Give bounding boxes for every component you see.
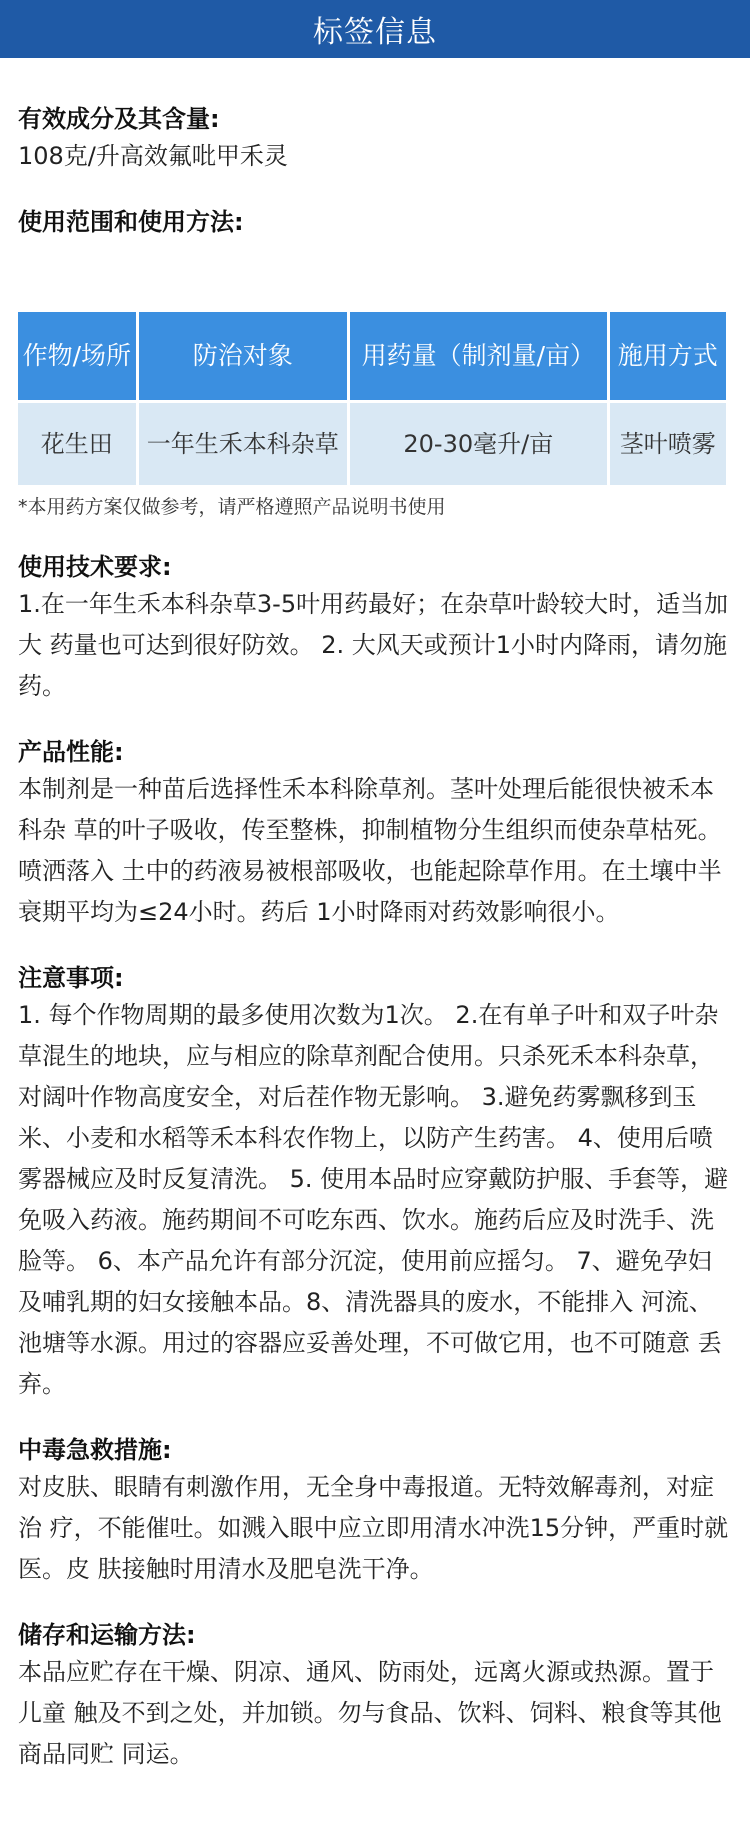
- label-content: [0, 102, 750, 1775]
- header-crop: 作物/场所: [18, 312, 136, 400]
- performance-section: [18, 735, 732, 933]
- cell-crop: 花生田: [18, 403, 136, 485]
- cell-target: 一年生禾本科杂草: [139, 403, 347, 485]
- header-target: 防治对象: [139, 312, 347, 400]
- header-dosage: 用药量（制剂量/亩）: [350, 312, 607, 400]
- tech-section: [18, 550, 732, 707]
- usage-scope-title: 使用范围和使用方法:: [18, 208, 244, 236]
- tech-title: 使用技术要求:: [18, 553, 172, 581]
- performance-title: 产品性能:: [18, 738, 124, 766]
- page-title: 标签信息: [313, 15, 437, 50]
- cautions-section: [18, 961, 732, 1405]
- cautions-text: 1. 每个作物周期的最多使用次数为1次。 2.在有单子叶和双子叶杂草混生的地块，应与相应的除草剂配合使用。只杀死禾本科杂草，对阔叶作物高度安全，对后茬作物无影响。 3.避免药雾飘移到玉米、小麦和水稻等禾本科农作物上，以防产生药害。 4、使用后喷雾器械应及时反复清洗。 5. 使用本品时应穿戴防护服、手套等，避免吸入药液。施药期间不可吃东西、饮水。施药后应及时洗手、洗脸等。 6、本产品允许有部分沉淀，使用前应摇匀。 7、避免孕妇及哺乳期的妇女接触本品。8、清洗器具的废水，不能排入 河流、池塘等水源。用过的容器应妥善处理，不可做它用，也不可随意 丢弃。: [18, 1001, 729, 1398]
- usage-scope-section: [18, 205, 732, 239]
- ingredients-title: 有效成分及其含量:: [18, 105, 220, 133]
- cautions-title: 注意事项:: [18, 964, 124, 992]
- storage-text: 本品应贮存在干燥、阴凉、通风、防雨处，远离火源或热源。置于儿童 触及不到之处，并加锁。勿与食品、饮料、饲料、粮食等其他商品同贮 同运。: [18, 1658, 722, 1768]
- table-row: [18, 403, 726, 485]
- cell-method: 茎叶喷雾: [610, 403, 726, 485]
- ingredients-text: 108克/升高效氟吡甲禾灵: [18, 142, 288, 170]
- storage-title: 储存和运输方法:: [18, 1621, 196, 1649]
- header-bar: [0, 0, 750, 58]
- storage-section: [18, 1618, 732, 1775]
- usage-table: [15, 309, 729, 488]
- first-aid-text: 对皮肤、眼睛有刺激作用，无全身中毒报道。无特效解毒剂，对症治 疗，不能催吐。如溅入眼中应立即用清水冲洗15分钟，严重时就医。皮 肤接触时用清水及肥皂洗干净。: [18, 1473, 729, 1583]
- ingredients-section: [18, 102, 732, 177]
- tech-text: 1.在一年生禾本科杂草3-5叶用药最好；在杂草叶龄较大时，适当加大 药量也可达到很好防效。 2. 大风天或预计1小时内降雨，请勿施药。: [18, 590, 729, 700]
- usage-table-section: [18, 309, 732, 522]
- table-note: *本用药方案仅做参考，请严格遵照产品说明书使用: [18, 496, 446, 518]
- first-aid-section: [18, 1433, 732, 1590]
- table-header-row: [18, 312, 726, 400]
- cell-dosage: 20-30毫升/亩: [350, 403, 607, 485]
- first-aid-title: 中毒急救措施:: [18, 1436, 172, 1464]
- performance-text: 本制剂是一种苗后选择性禾本科除草剂。茎叶处理后能很快被禾本科杂 草的叶子吸收，传至整株，抑制植物分生组织而使杂草枯死。喷洒落入 土中的药液易被根部吸收，也能起除草作用。在土壤中半衰期平均为≤24小时。药后 1小时降雨对药效影响很小。: [18, 775, 722, 926]
- header-method: 施用方式: [610, 312, 726, 400]
